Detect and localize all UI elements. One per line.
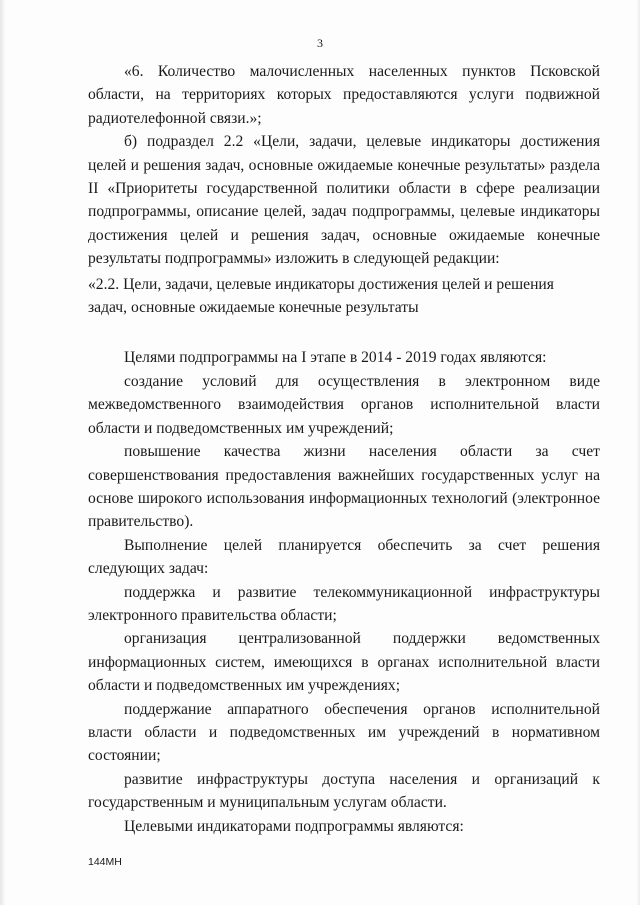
paragraph-subsection-b: б) подраздел 2.2 «Цели, задачи, целевые индикаторы достижения целей и решения задач, основные ожидаемые конечные результаты» раздела II «Приоритеты государственной политики области в сфере реализации подпрограммы, описание целей, задач подпрограммы, целевые индикаторы достижения целей и решения задач, основные ожидаемые конечные результаты подпрограммы» изложить в следующей редакции: <box>88 133 600 268</box>
paragraph-task-1: поддержка и развитие телекоммуникационной инфраструктуры электронного правительства области; <box>88 583 600 624</box>
paragraph-task-2: организация централизованной поддержки ведомственных информационных систем, имеющихся в органах исполнительной власти области и подведомственных им учреждениях; <box>88 630 600 695</box>
paragraph-tasks-intro: Выполнение целей планируется обеспечить за счет решения следующих задач: <box>88 536 600 578</box>
paragraph-goals-intro: Целями подпрограммы на I этапе в 2014 - 2019 годах являются: <box>124 349 547 367</box>
blank-line <box>88 319 600 346</box>
paragraph-indicators-intro: Целевыми индикаторами подпрограммы являются: <box>124 817 464 835</box>
document-footer-code: 144МН <box>88 856 122 868</box>
paragraph-goal-1: создание условий для осуществления в электронном виде межведомственного взаимодействия органов исполнительной власти области и подведомственных им учреждений; <box>88 372 600 437</box>
scan-edge-right <box>636 0 640 905</box>
section-heading-line-1: «2.2. Цели, задачи, целевые индикаторы достижения целей и решения <box>88 275 554 293</box>
section-heading <box>88 273 600 320</box>
paragraph-goal-2: повышение качества жизни населения области за счет совершенствования предоставления важнейших государственных услуг на основе широкого использования информационных технологий (электронное правительство). <box>88 443 600 531</box>
document-body <box>88 60 600 838</box>
paragraph-task-4: развитие инфраструктуры доступа населения и организаций к государственным и муниципальным услугам области. <box>88 770 600 812</box>
paragraph-task-3: поддержание аппаратного обеспечения органов исполнительной власти области и подведомственных им учреждений в нормативном состоянии; <box>88 700 600 765</box>
scan-edge-left <box>0 0 6 905</box>
page-number: 3 <box>317 36 323 50</box>
paragraph-item-6: «6. Количество малочисленных населенных пунктов Псковской области, на территориях которых предоставляются услуги подвижной радиотелефонной связи.»; <box>88 63 600 127</box>
section-heading-line-2: задач, основные ожидаемые конечные результаты <box>88 299 419 317</box>
